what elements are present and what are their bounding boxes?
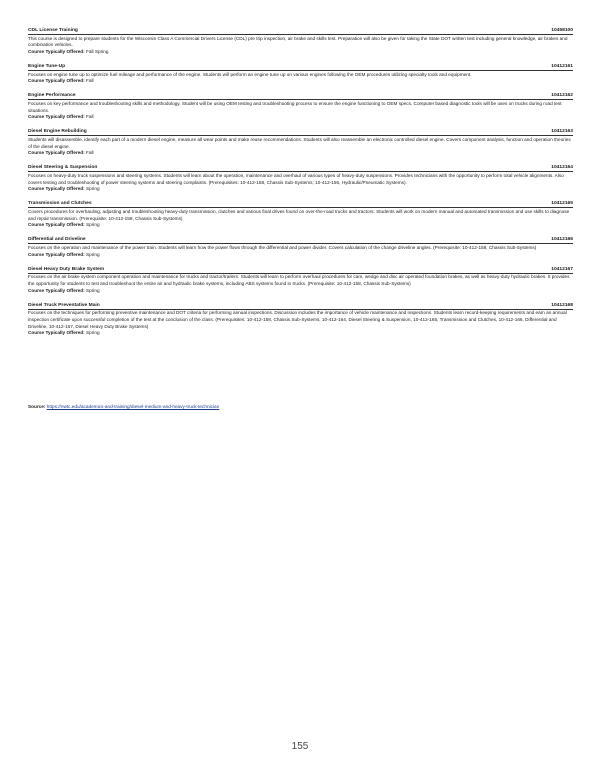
course-code: 10412167 [551,266,573,272]
course-header [28,200,573,207]
offered-label: Course Typically Offered: [28,222,85,228]
course-header [28,27,573,34]
course-entry [28,200,573,229]
offered-label: Course Typically Offered: [28,287,85,293]
offered-value: Fall [86,150,94,156]
course-offered [28,330,573,337]
course-offered [28,222,573,229]
source-citation [28,404,219,410]
offered-label: Course Typically Offered: [28,150,85,156]
course-entry [28,27,573,56]
course-code: 10412164 [551,165,573,171]
course-title: Engine Tune-Up [28,63,66,69]
course-description: Focuses on the air brake system component operation and maintenance for trucks and tractor/trailers. Students will learn to perform overhaul procedures for cam, wedge and disc air operated foundation brakes, as well as heavy-duty hydraulic brakes. It provides the opportunity for students to test and troubleshoot the entire air and hydraulic brake systems, including ABS systems found in trucks. (Prerequisite: 10-412-158, Chassis Sub-Systems) [28,274,570,286]
course-offered [28,49,573,56]
course-entry [28,92,573,121]
course-title: Differential and Driveline [28,237,86,243]
course-offered [28,78,573,85]
offered-label: Course Typically Offered: [28,251,85,257]
offered-value: Spring [86,222,100,228]
course-offered [28,114,573,121]
course-offered [28,150,573,157]
course-entry [28,164,573,193]
course-entry [28,128,573,157]
course-description: Covers procedures for overhauling, adjusting and troubleshooting heavy-duty transmission, clutches and various final drives found on over-the-road trucks and tractors. Students will work on modern manual and automated transmission and use skills to diagnose and repair transmission. (Prerequisite: 10-412-158, Chassis Sub-Systems) [28,209,570,221]
course-offered [28,186,573,193]
course-code: 10412162 [551,93,573,99]
course-entry [28,63,573,85]
offered-label: Course Typically Offered: [28,186,85,192]
course-code: 10412163 [551,129,573,135]
course-header [28,302,573,309]
offered-value: Fall Spring [86,48,109,54]
course-offered [28,288,573,295]
source-label: Source: [28,404,46,409]
course-header [28,63,573,70]
offered-label: Course Typically Offered: [28,330,85,336]
course-title: Diesel Engine Rebuilding [28,129,87,135]
source-link[interactable]: https://nwtc.edu/academics-and-training/diesel-medium-and-heavy-truck-technician [46,404,220,409]
course-header [28,164,573,171]
course-header [28,128,573,135]
course-description: Focuses on heavy-duty truck suspensions and steering systems. Students will learn about the operation, maintenance and overhaul of various types of heavy-duty suspensions. Provides technicians with the opportunity to perform total vehicle alignments. Also covers testing and troubleshooting of power steering systems and steering complaints. (Prerequisites: 10-412-158, Chassis Sub-Systems; 10-412-156, Hydraulic/Pneumatic Systems). [28,173,564,185]
course-title: Transmission and Clutches [28,201,92,207]
course-code: 10412161 [551,63,573,69]
course-description: Focuses on engine tune up to optimize fuel mileage and performance of the engine. Students will perform an engine tune up on various engines following the OEM procedures utilizing specialty tools and equipment. [28,71,472,77]
offered-label: Course Typically Offered: [28,48,85,54]
course-title: Diesel Steering & Suspension [28,165,98,171]
course-title: Diesel Truck Preventative Main [28,302,100,308]
offered-value: Fall [86,114,94,120]
course-header [28,92,573,99]
course-header [28,266,573,273]
course-title: Diesel Heavy Duty Brake System [28,266,105,272]
course-description: Focuses on the operation and maintenance of the power train. Students will learn how the power flows through the differential and power divider. Covers calculation of the change driveline angles. (Prerequisite: 10-412-158, Chassis Sub-Systems) [28,245,537,251]
offered-value: Spring [86,330,100,336]
course-header [28,236,573,243]
offered-value: Spring [86,287,100,293]
offered-label: Course Typically Offered: [28,78,85,84]
course-title: Engine Performance [28,93,76,99]
course-entry [28,236,573,258]
course-description: This course is designed to prepare students for the Wisconsin Class A Commercial Drivers License (CDL) pre trip inspection, air brake and skills test. Preparation will also be given for taking the State DOT written test including general knowledge, air brakes and combination vehicles. [28,35,568,48]
course-entry [28,266,573,295]
course-entry [28,302,573,337]
course-description: Focuses on the techniques for performing preventive maintenance and DOT criteria for performing annual inspections. Discussion includes the importance of vehicle maintenance and inspections. Students learn record-keeping requirements and earn an annual inspection certificate upon successful completion of the test at the conclusion of the class. (Prerequisites: 10-412-158, Chassis Sub-Systems, 10-412-164, Diesel Steering & Suspension, 10-412-165, Transmission and Clutches, 10-412-166, Differential and Driveline, 10-412-167, Diesel Heavy Duty Brake Systems) [28,310,567,329]
offered-label: Course Typically Offered: [28,114,85,120]
course-code: 10412165 [551,201,573,207]
course-description: Focuses on key performance and troubleshooting skills and methodology. Student will be using OEM testing and troubleshooting process to ensure the engine functioning to OEM specs. Computer based diagnostic tools will be uses on trucks during road test situations. [28,101,562,113]
course-title: CDL License Training [28,28,78,33]
page-number: 155 [291,741,309,752]
course-code: 10412168 [551,302,573,308]
course-description: Students will disassemble, identify each part of a modern diesel engine, measure all wear points and make reuse recommendations. Students will also reassemble an electronic controlled diesel engine. Covers component analysis, function and operation theories of the diesel engine. [28,137,571,149]
offered-value: Spring [86,251,100,257]
course-code: 10458100 [551,28,573,33]
course-offered [28,252,573,259]
offered-value: Fall [86,78,94,84]
offered-value: Spring [86,186,100,192]
course-code: 10412166 [551,237,573,243]
course-list [28,27,573,344]
